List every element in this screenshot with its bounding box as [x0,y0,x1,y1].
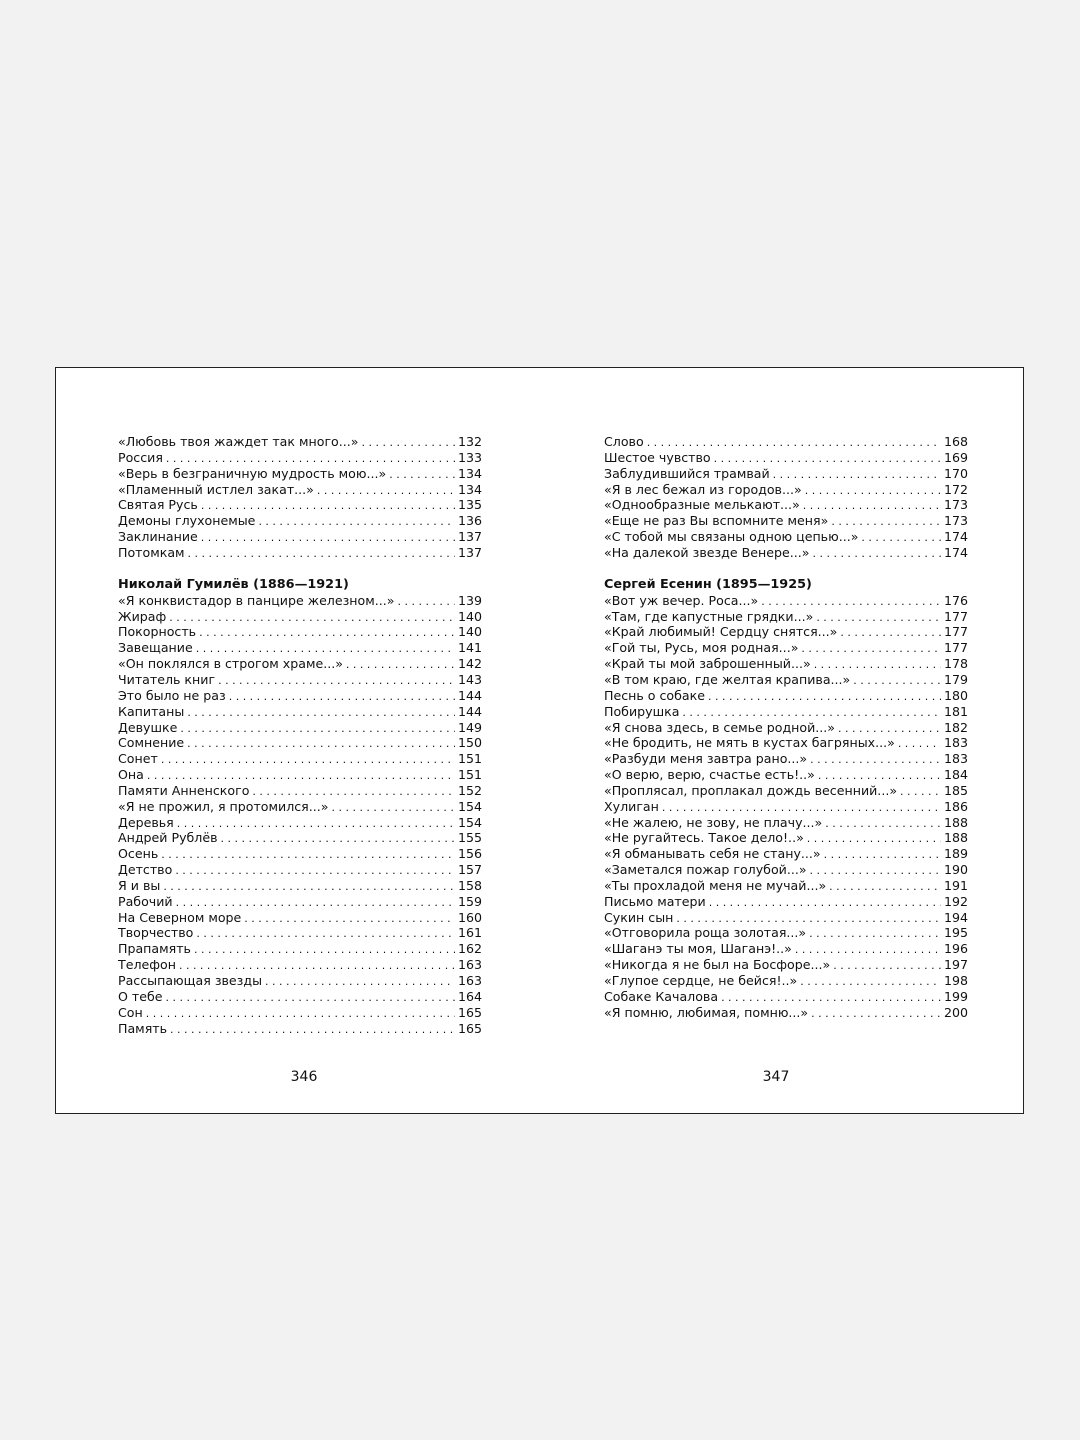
toc-entry-title: «На далекой звезде Венере...» [604,544,810,560]
toc-entry [604,735,968,751]
toc-entry [604,1005,968,1021]
toc-entry [118,688,482,704]
toc-entry-title: Рассыпающая звезды [118,973,263,988]
author-heading-esenin: Сергей Есенин (1895—1925) [604,576,812,592]
toc-leader-dots [682,705,941,721]
toc-entry [118,529,482,545]
toc-leader-dots [177,816,455,832]
toc-entry [604,640,968,656]
toc-entry-title: «Глупое сердце, не бейся!..» [604,973,798,988]
toc-entry-page: 188 [943,814,968,830]
toc-entry [118,704,482,720]
toc-entry-page: 177 [943,608,968,624]
toc-leader-dots [818,768,941,784]
toc-entry-page: 142 [457,656,482,672]
toc-leader-dots [708,689,941,705]
toc-leader-dots [861,530,941,546]
toc-entry-page: 154 [457,798,482,814]
toc-entry [118,656,482,672]
toc-entry [118,624,482,640]
toc-entry [118,799,482,815]
toc-entry-title: Сонет [118,751,158,767]
toc-entry-title: «Он поклялся в строгом храме...» [118,656,343,672]
toc-entry-page: 144 [457,703,482,719]
toc-entry-page: 176 [943,592,968,608]
toc-leader-dots [166,990,455,1006]
toc-entry [604,656,968,672]
toc-entry-title: «Край любимый! Сердцу снятся...» [604,624,838,640]
toc-entry [604,925,968,941]
toc-leader-dots [809,926,941,942]
toc-leader-dots [803,498,941,514]
toc-entry-page: 200 [943,1004,968,1020]
toc-entry-page: 140 [457,624,482,640]
toc-leader-dots [831,514,941,530]
toc-entry-title: Заклинание [118,529,198,545]
toc-entry-page: 188 [943,830,968,846]
toc-leader-dots [825,816,941,832]
toc-entry-page: 194 [943,909,968,925]
toc-entry [118,894,482,910]
toc-entry-page: 158 [457,877,482,893]
toc-entry-title: Шестое чувство [604,449,711,465]
toc-entry [118,720,482,736]
toc-leader-dots [175,863,455,879]
toc-entry-title: Творчество [118,925,194,941]
toc-entry-title: Сукин сын [604,909,674,925]
toc-leader-dots [166,451,455,467]
toc-entry-page: 195 [943,925,968,941]
toc-entry-title: Покорность [118,624,197,640]
toc-entry [118,941,482,957]
toc-entry [118,1005,482,1021]
toc-entry [118,593,482,609]
toc-entry-page: 170 [943,465,968,481]
toc-leader-dots [218,673,455,689]
toc-entry [118,735,482,751]
toc-leader-dots [188,546,455,562]
toc-entry-title: «Я не прожил, я протомился...» [118,798,329,814]
toc-leader-dots [163,879,455,895]
toc-entry-page: 191 [943,877,968,893]
toc-entry-page: 199 [943,988,968,1004]
toc-entry [604,593,968,609]
toc-leader-dots [838,721,941,737]
toc-entry-title: Я и вы [118,877,161,893]
toc-leader-dots [346,657,455,673]
toc-leader-dots [179,958,455,974]
toc-entry-page: 139 [457,592,482,608]
toc-leader-dots [170,1022,455,1038]
toc-entry [604,767,968,783]
toc-entry-title: Осень [118,846,159,862]
toc-entry-title: Песнь о собаке [604,687,705,703]
page-number-right: 347 [762,1069,790,1085]
toc-leader-dots [176,895,455,911]
toc-entry-page: 189 [943,846,968,862]
toc-entry-page: 140 [457,608,482,624]
toc-leader-dots [807,831,941,847]
toc-entry-page: 196 [943,941,968,957]
toc-entry-title: «Я снова здесь, в семье родной...» [604,719,835,735]
toc-entry-page: 168 [943,434,968,449]
author-heading-gumilev: Николай Гумилёв (1886—1921) [118,576,349,592]
toc-leader-dots [900,784,941,800]
toc-entry [604,545,968,561]
toc-leader-dots [147,768,455,784]
toc-leader-dots [389,467,455,483]
toc-entry-page: 173 [943,497,968,513]
toc-entry [604,862,968,878]
toc-leader-dots [810,752,941,768]
toc-leader-dots [814,657,941,673]
toc-entry-page: 163 [457,957,482,973]
toc-entry-page: 134 [457,465,482,481]
toc-leader-dots [258,514,455,530]
toc-entry-title: «Гой ты, Русь, моя родная...» [604,640,799,656]
toc-entry-title: Она [118,767,144,783]
toc-entry [118,640,482,656]
toc-entry-title: Память [118,1020,168,1036]
toc-entry-page: 172 [943,481,968,497]
toc-entry-title: Это было не раз [118,687,226,703]
toc-entry-title: Памяти Анненского [118,782,250,798]
toc-leader-dots [187,736,455,752]
toc-entry-page: 183 [943,735,968,751]
toc-entry-page: 182 [943,719,968,735]
toc-entry-title: «Не бродить, не мять в кустах багряных...» [604,735,895,751]
toc-entry [118,672,482,688]
toc-entry [118,450,482,466]
toc-leader-dots [805,483,941,499]
toc-leader-dots [244,911,455,927]
toc-entry [118,783,482,799]
toc-entry [604,720,968,736]
toc-entry [604,450,968,466]
toc-entry-title: «Верь в безграничную мудрость мою...» [118,465,387,481]
toc-entry-title: Девушке [118,719,178,735]
toc-entry-page: 183 [943,751,968,767]
toc-entry-page: 186 [943,798,968,814]
toc-entry-title: «Ты прохладой меня не мучай...» [604,877,827,893]
toc-leader-dots [194,942,455,958]
toc-entry [604,751,968,767]
toc-entry-title: Святая Русь [118,497,198,513]
toc-entry [604,704,968,720]
toc-leader-dots [721,990,941,1006]
toc-entry-title: Письмо матери [604,893,706,909]
toc-entry [118,878,482,894]
toc-entry-title: На Северном море [118,909,242,925]
toc-leader-dots [265,974,455,990]
toc-entry-page: 137 [457,544,482,560]
toc-leader-dots [221,831,455,847]
book-spread [55,367,1024,1114]
toc-entry [118,609,482,625]
toc-entry [604,513,968,529]
toc-leader-dots [800,974,941,990]
toc-leader-dots [709,895,941,911]
toc-entry-title: Собаке Качалова [604,988,719,1004]
toc-leader-dots [773,467,941,483]
toc-entry-page: 132 [457,434,482,449]
toc-entry-title: «Шаганэ ты моя, Шаганэ!..» [604,941,792,957]
toc-entry [604,957,968,973]
toc-entry-page: 163 [457,973,482,988]
toc-entry-page: 135 [457,497,482,513]
toc-leader-dots [317,483,455,499]
toc-leader-dots [199,625,455,641]
toc-entry-title: Детство [118,862,173,878]
toc-entry [604,482,968,498]
toc-entry [604,846,968,862]
toc-entry [118,989,482,1005]
toc-entry-page: 154 [457,814,482,830]
toc-entry [604,989,968,1005]
toc-entry-page: 150 [457,735,482,751]
toc-leader-dots [833,958,941,974]
toc-leader-dots [196,641,455,657]
toc-leader-dots [853,673,941,689]
toc-entry [604,434,968,450]
toc-entry [118,497,482,513]
toc-entry-title: О тебе [118,988,163,1004]
toc-entry-title: «Я конквистадор в панцире железном...» [118,592,395,608]
toc-group-gumilev [118,593,482,1037]
toc-entry-page: 178 [943,656,968,672]
toc-entry-page: 141 [457,640,482,656]
toc-entry-page: 156 [457,846,482,862]
toc-entry-page: 136 [457,513,482,529]
toc-leader-dots [801,641,941,657]
toc-entry-title: «Проплясал, проплакал дождь весенний...» [604,782,898,798]
toc-entry-page: 197 [943,957,968,973]
toc-entry-title: «В том краю, где желтая крапива...» [604,671,851,687]
toc-entry [604,941,968,957]
toc-entry-page: 179 [943,671,968,687]
toc-entry-title: «Край ты мой заброшенный...» [604,656,811,672]
toc-entry [118,1021,482,1037]
toc-entry [604,973,968,989]
toc-leader-dots [714,451,941,467]
toc-entry-title: Рабочий [118,893,173,909]
toc-entry [604,609,968,625]
toc-entry [118,466,482,482]
toc-leader-dots [816,610,941,626]
toc-entry-title: «Вот уж вечер. Роса...» [604,592,759,608]
toc-entry-title: Побирушка [604,703,680,719]
toc-leader-dots [811,1006,941,1022]
toc-entry-page: 190 [943,862,968,878]
toc-leader-dots [647,435,941,451]
toc-leader-dots [187,705,455,721]
toc-entry-page: 180 [943,687,968,703]
toc-entry-page: 151 [457,767,482,783]
toc-entry-title: Завещание [118,640,193,656]
toc-entry-title: «Любовь твоя жаждет так много...» [118,434,359,449]
toc-entry-page: 161 [457,925,482,941]
toc-entry-title: «О верю, верю, счастье есть!..» [604,767,815,783]
toc-entry-page: 174 [943,529,968,545]
toc-entry-title: Слово [604,434,644,449]
toc-entry-page: 159 [457,893,482,909]
toc-leader-dots [161,847,455,863]
toc-entry-title: Телефон [118,957,176,973]
toc-entry-page: 184 [943,767,968,783]
toc-entry-title: Деревья [118,814,174,830]
toc-entry-title: «Я в лес бежал из городов...» [604,481,802,497]
toc-entry-title: Сон [118,1004,143,1020]
toc-entry-page: 144 [457,687,482,703]
toc-entry-title: «Разбуди меня завтра рано...» [604,751,808,767]
toc-leader-dots [795,942,941,958]
toc-leader-dots [252,784,455,800]
toc-entry [118,513,482,529]
toc-leader-dots [201,498,455,514]
toc-entry-page: 157 [457,862,482,878]
toc-group-esenin [604,593,968,1021]
toc-leader-dots [161,752,455,768]
toc-entry-page: 134 [457,481,482,497]
toc-leader-dots [829,879,941,895]
toc-leader-dots [146,1006,455,1022]
toc-entry [118,767,482,783]
toc-leader-dots [196,926,455,942]
toc-entry-page: 155 [457,830,482,846]
toc-entry [604,910,968,926]
toc-entry [604,497,968,513]
toc-leader-dots [810,863,941,879]
left-page-contents [118,434,482,1036]
toc-entry-page: 192 [943,893,968,909]
toc-entry-title: Заблудившийся трамвай [604,465,770,481]
toc-entry [118,973,482,989]
toc-entry-page: 164 [457,988,482,1004]
toc-entry-title: Сомнение [118,735,185,751]
toc-leader-dots [331,800,454,816]
toc-entry-title: «Я помню, любимая, помню...» [604,1004,809,1020]
toc-entry [118,751,482,767]
toc-entry-title: Хулиган [604,798,659,814]
toc-entry-page: 165 [457,1004,482,1020]
toc-entry-title: Андрей Рублёв [118,830,218,846]
toc-leader-dots [229,689,455,705]
toc-entry-page: 173 [943,513,968,529]
toc-entry [118,434,482,450]
toc-entry-title: «Пламенный истлел закат...» [118,481,314,497]
toc-leader-dots [898,736,941,752]
toc-entry [604,783,968,799]
toc-leader-dots [201,530,455,546]
toc-entry-page: 177 [943,640,968,656]
toc-entry-title: «Не жалею, не зову, не плачу...» [604,814,823,830]
toc-entry-page: 160 [457,909,482,925]
toc-entry-page: 181 [943,703,968,719]
right-page-contents [604,434,968,1021]
toc-entry-title: «Я обманывать себя не стану...» [604,846,821,862]
toc-entry [118,925,482,941]
toc-leader-dots [812,546,940,562]
toc-entry-title: Читатель книг [118,671,216,687]
toc-entry-title: Демоны глухонемые [118,513,256,529]
toc-group-top [604,434,968,561]
toc-entry [118,957,482,973]
toc-entry [604,624,968,640]
toc-entry-page: 133 [457,449,482,465]
toc-entry [604,529,968,545]
toc-entry [118,815,482,831]
toc-entry-title: Капитаны [118,703,185,719]
toc-leader-dots [180,721,455,737]
toc-entry [604,799,968,815]
toc-entry-page: 174 [943,544,968,560]
toc-entry-title: Прапамять [118,941,191,957]
toc-entry-page: 165 [457,1020,482,1036]
toc-entry [604,688,968,704]
toc-entry [604,878,968,894]
toc-leader-dots [676,911,941,927]
toc-entry-title: «Однообразные мелькают...» [604,497,800,513]
toc-leader-dots [761,594,941,610]
toc-group-top [118,434,482,561]
toc-entry-title: «Там, где капустные грядки...» [604,608,814,624]
toc-entry-page: 162 [457,941,482,957]
toc-entry-page: 169 [943,449,968,465]
toc-entry [604,815,968,831]
toc-entry-page: 149 [457,719,482,735]
toc-entry [118,830,482,846]
toc-entry [118,545,482,561]
toc-leader-dots [169,610,455,626]
toc-leader-dots [840,625,941,641]
toc-leader-dots [662,800,941,816]
toc-entry-page: 198 [943,973,968,988]
toc-entry [118,846,482,862]
toc-entry-page: 151 [457,751,482,767]
toc-entry-title: Потомкам [118,544,185,560]
toc-entry [118,910,482,926]
toc-entry-title: «С тобой мы связаны одною цепью...» [604,529,859,545]
toc-entry-title: «Заметался пожар голубой...» [604,862,807,878]
toc-entry-title: «Отговорила роща золотая...» [604,925,807,941]
toc-entry-page: 137 [457,529,482,545]
toc-entry [118,862,482,878]
toc-entry [604,466,968,482]
toc-entry-page: 143 [457,671,482,687]
toc-entry-page: 177 [943,624,968,640]
toc-leader-dots [824,847,941,863]
toc-entry [604,894,968,910]
toc-entry-page: 185 [943,782,968,798]
page-number-left: 346 [290,1069,318,1085]
toc-entry [118,482,482,498]
toc-entry-page: 152 [457,782,482,798]
toc-entry-title: Жираф [118,608,167,624]
toc-entry [604,672,968,688]
toc-entry-title: «Еще не раз Вы вспомните меня» [604,513,829,529]
toc-leader-dots [361,435,454,451]
toc-leader-dots [397,594,454,610]
toc-entry [604,830,968,846]
toc-entry-title: Россия [118,449,163,465]
toc-entry-title: «Никогда я не был на Босфоре...» [604,957,831,973]
toc-entry-title: «Не ругайтесь. Такое дело!..» [604,830,804,846]
